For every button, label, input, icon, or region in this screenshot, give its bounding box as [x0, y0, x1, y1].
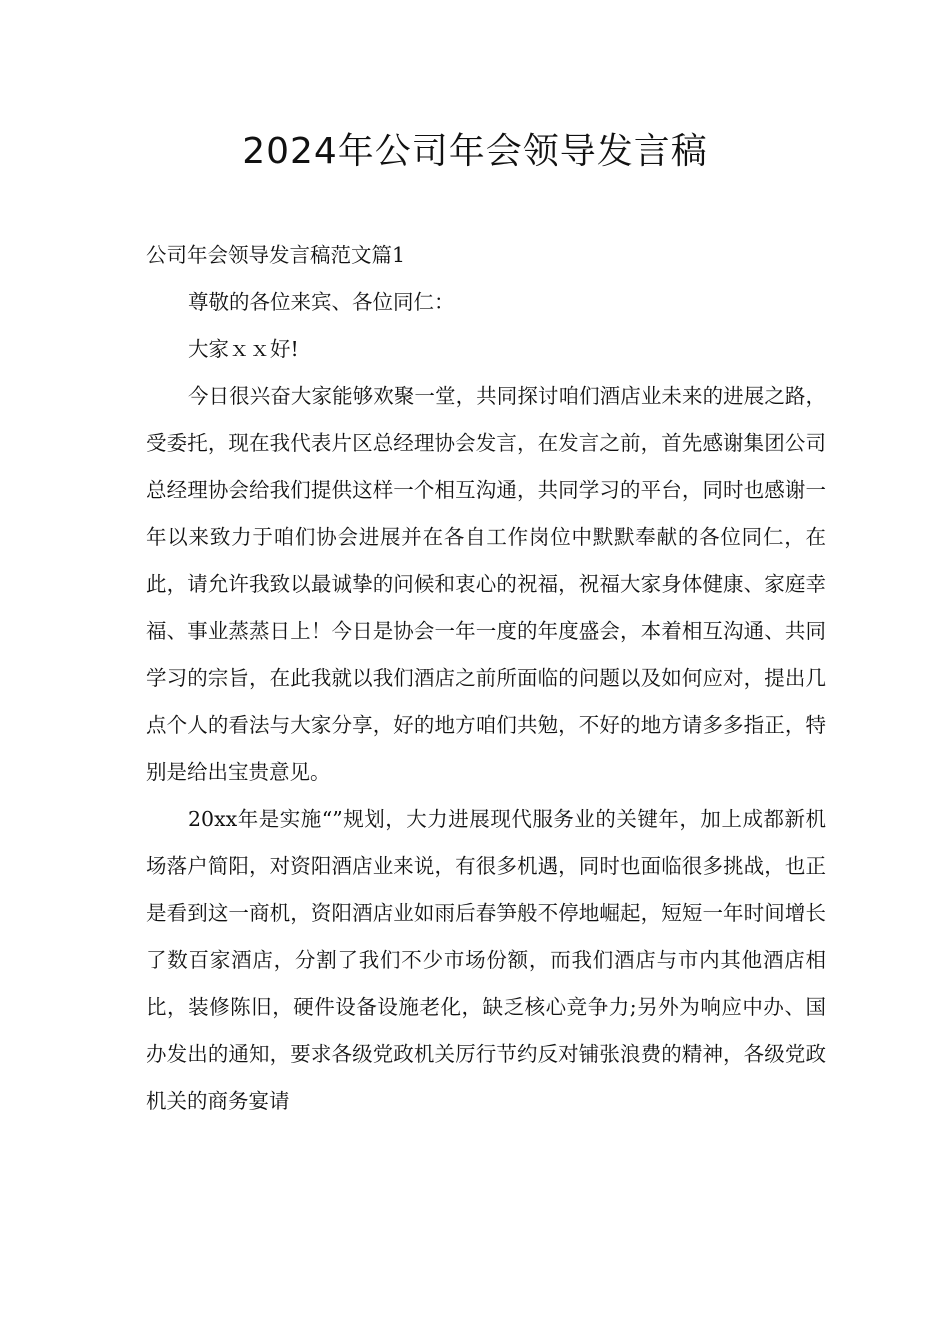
document-title: 2024年公司年会领导发言稿: [242, 131, 708, 172]
paragraph-opening: 今日很兴奋大家能够欢聚一堂，共同探讨咱们酒店业未来的进展之路，受委托，现在我代表片区总经理协会发言，在发言之前，首先感谢集团公司总经理协会给我们提供这样一个相互沟通，共同学习的平台，同时也感谢一年以来致力于咱们协会进展并在各自工作岗位中默默奉献的各位同仁，在此，请允许我致以最诚挚的问候和衷心的祝福，祝福大家身体健康、家庭幸福、事业蒸蒸日上！今日是协会一年一度的年度盛会，本着相互沟通、共同学习的宗旨，在此我就以我们酒店之前所面临的问题以及如何应对，提出几点个人的看法与大家分享，好的地方咱们共勉，不好的地方请多多指正，特别是给出宝贵意见。: [146, 384, 826, 784]
section-heading: 公司年会领导发言稿范文篇1: [146, 243, 406, 267]
document-body: [146, 232, 826, 1125]
paragraph-greeting: 尊敬的各位来宾、各位同仁：: [188, 290, 455, 314]
paragraph-situation: 20xx年是实施“”规划，大力进展现代服务业的关键年，加上成都新机场落户简阳，对资阳酒店业来说，有很多机遇，同时也面临很多挑战，也正是看到这一商机，资阳酒店业如雨后春笋般不停地崛起，短短一年时间增长了数百家酒店，分割了我们不少市场份额，而我们酒店与市内其他酒店相比，装修陈旧，硬件设备设施老化，缺乏核心竞争力;另外为响应中办、国办发出的通知，要求各级党政机关厉行节约反对铺张浪费的精神，各级党政机关的商务宴请: [146, 807, 826, 1113]
paragraph-salutation: 大家ｘｘ好!: [188, 337, 299, 361]
